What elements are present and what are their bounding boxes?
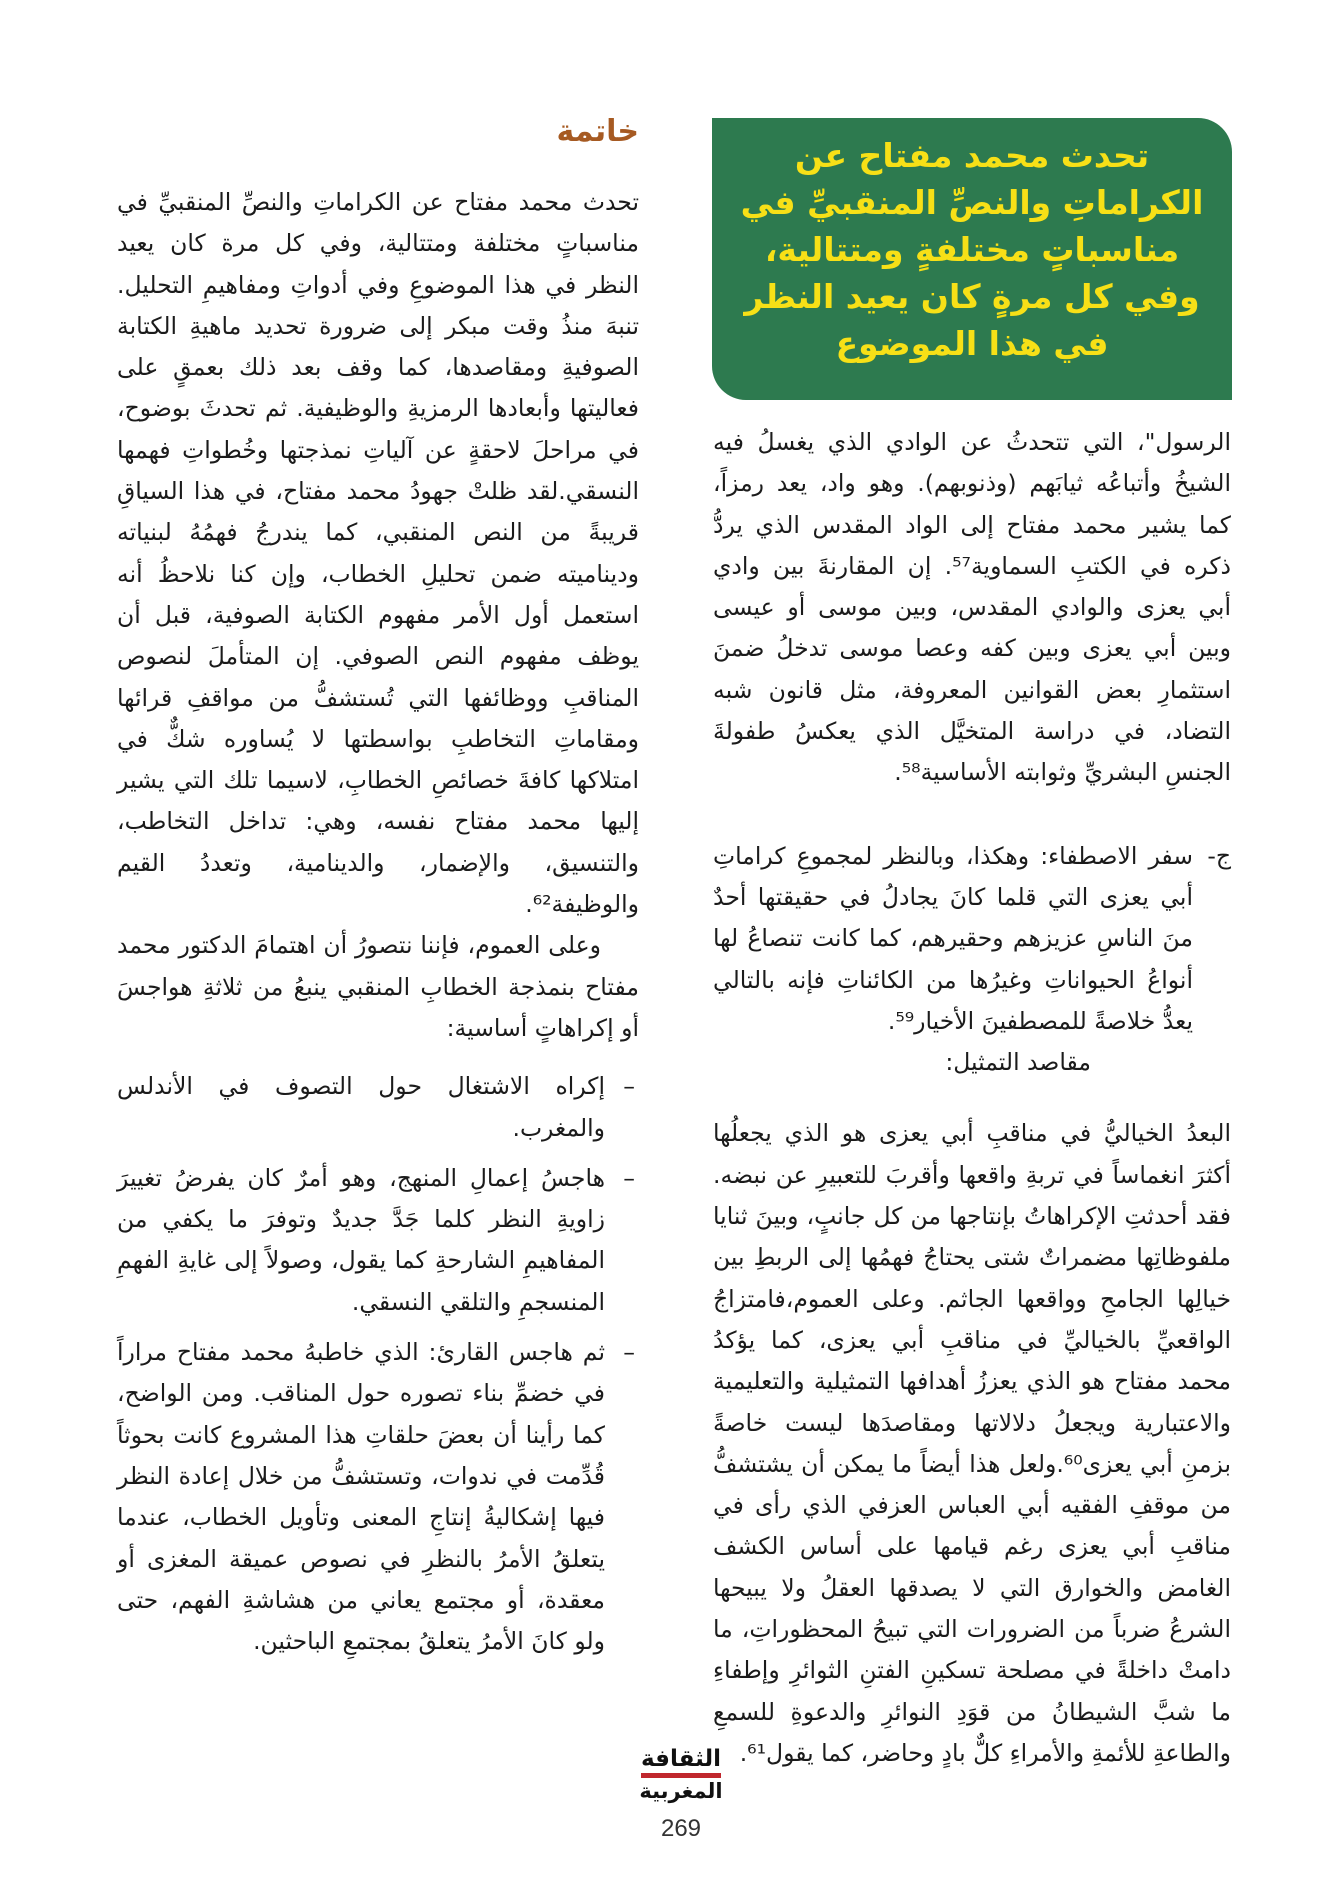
pull-quote-box [712, 118, 1232, 400]
list-item-text: هاجسُ إعمالِ المنهج، وهو أمرٌ كان يفرضُ تغييرَ زاويةِ النظر كلما جَدَّ جديدٌ وتوفرَ ما يكفي من المفاهيمِ الشارحةِ كما يقول، وصولاً إلى غايةِ الفهمِ المنسجمِ والتلقي النسقي. [117, 1163, 605, 1316]
subheading: مقاصد التمثيل: [945, 1048, 1091, 1077]
right-text-column [713, 422, 1231, 1774]
magazine-logo [635, 1747, 727, 1807]
logo-line-2: المغربية [639, 1779, 723, 1803]
paragraph: وعلى العموم، فإننا نتصورُ أن اهتمامَ الدكتور محمد مفتاح بنمذجة الخطابِ المنقبي ينبعُ من ثلاثةِ هواجسَ أو إكراهاتٍ أساسية: [117, 931, 639, 1042]
list-item-text: ثم هاجس القارئ: الذي خاطبهُ محمد مفتاح مراراً في خضمِّ بناء تصوره حول المناقب. ومن الواضح، كما رأينا أن بعضَ حلقاتِ هذا المشروع كانت بحوثاً قُدِّمت في ندوات، وتستشفُّ من خلال إعادة النظر فيها إشكاليةُ إنتاجِ المعنى وتأويل الخطاب، عندما يتعلقُ الأمرُ بالنظرِ في نصوص عميقة المغزى أو معقدة، أو مجتمع يعاني من هشاشةِ الفهم، حتى ولو كانَ الأمرُ يتعلقُ بمجتمعِ الباحثين. [117, 1338, 605, 1656]
logo-line-1: الثقافة [640, 1746, 722, 1772]
paragraph: الرسول"، التي تتحدثُ عن الوادي الذي يغسلُ فيه الشيخُ وأتباعُه ثيابَهم (وذنوبهم). وهو واد، يعد رمزاً، كما يشير محمد مفتاح إلى الواد المقدس الذي يردُّ ذكره في الكتبِ السماوية⁵⁷. إن المقارنةَ بين وادي أبي يعزى والوادي المقدس، وبين موسى أو عيسى وبين أبي يعزى وبين كفه وعصا موسى تدخلُ ضمنَ استثمارِ بعض القوانين المعروفة، مثل قانون شبه التضاد، في دراسة المتخيَّل الذي يعكسُ طفولةَ الجنسِ البشريِّ وثوابته الأساسية⁵⁸. [713, 428, 1231, 787]
item-label: ج- [1207, 841, 1231, 870]
paragraph-item-j [713, 836, 1231, 1042]
list-item-text: إكراه الاشتغال حول التصوف في الأندلس والمغرب. [117, 1072, 605, 1142]
paragraph-text: سفر الاصطفاء: وهكذا، وبالنظر لمجموعِ كراماتِ أبي يعزى التي قلما كانَ يجادلُ في حقيقتها أحدٌ منَ الناسِ عزيزهم وحقيرهم، كما كانت تنصاعُ لها أنواعُ الحيواناتِ وغيرُها من الكائناتِ فإنه بالتالي يعدُّ خلاصةً للمصطفينَ الأخيار⁵⁹. [713, 841, 1193, 1035]
pull-quote-line: مناسباتٍ مختلفةٍ ومتتالية، [764, 230, 1180, 269]
logo-bar [641, 1773, 721, 1778]
list-item [117, 1332, 639, 1662]
dash-bullet: – [623, 1072, 635, 1101]
pull-quote-line: تحدث محمد مفتاح عن [794, 136, 1150, 175]
dash-bullet: – [623, 1338, 635, 1367]
list-item [117, 1066, 639, 1149]
paragraph: تحدث محمد مفتاح عن الكراماتِ والنصِّ المنقبيِّ في مناسباتٍ مختلفة ومتتالية، وفي كل مرة كان يعيد النظر في هذا الموضوعِ وفي أدواتِ ومفاهيمِ التحليل. تنبهَ منذُ وقت مبكر إلى ضرورة تحديد ماهيةِ الكتابة الصوفيةِ ومقاصدها، كما وقف بعد ذلك بعمقٍ على فعاليتها وأبعادها الرمزيةِ والوظيفية. ثم تحدثَ بوضوح، في مراحلَ لاحقةٍ عن آلياتِ نمذجتها وخُطواتِ فهمها النسقي.لقد ظلتْ جهودُ محمد مفتاح، في هذا السياقِ قريبةً من النص المنقبي، كما يندرجُ فهمُهُ لبنياته ودیناميته ضمن تحليلِ الخطاب، وإن كنا نلاحظُ أنه استعمل أول الأمر مفهوم الكتابة الصوفية، قبل أن يوظف مفهوم النص الصوفي. إن المتأملَ لنصوص المناقبِ ووظائفها التي تُستشفُّ من مواقفِ قرائها ومقاماتِ التخاطبِ بواسطتها لا يُساوره شكٌّ في امتلاكها كافةَ خصائصِ الخطابِ، لاسيما تلك التي يشير إليها محمد مفتاح نفسه، وهي: تداخل التخاطب، والتنسيق، والإضمار، والدينامية، وتعددُ القيم والوظيفة⁶². [117, 188, 639, 919]
page-number: 269 [660, 1815, 702, 1842]
dash-bullet: – [623, 1163, 635, 1192]
list-item [117, 1158, 639, 1323]
section-title-conclusion: خاتمة [556, 114, 639, 149]
pull-quote-line: الكراماتِ والنصِّ المنقبيِّ في [740, 183, 1204, 222]
pull-quote-line: وفي كل مرةٍ كان يعيد النظر [744, 277, 1200, 316]
pull-quote-line: في هذا الموضوع [835, 324, 1109, 363]
paragraph: البعدُ الخياليُّ في مناقبِ أبي يعزى هو الذي يجعلُها أكثرَ انغماساً في تربةِ واقعها وأقربَ للتعبيرِ عن نبضه. فقد أحدثتِ الإكراهاتُ بإنتاجها من كل جانبٍ، وبينَ ثنايا ملفوظاتِها مضمراتٌ شتى يحتاجُ فهمُها إلى الربطِ بين خيالِها الجامحِ وواقعها الجاثم. وعلى العموم،فامتزاجُ الواقعيِّ بالخياليِّ في مناقبِ أبي يعزى، كما يؤكدُ محمد مفتاح هو الذي يعززُ أهدافها التمثيلية والتعليمية والاعتبارية ويجعلُ دلالاتها ومقاصدَها ليست خاصةً بزمنِ أبي يعزى⁶⁰.ولعل هذا أيضاً ما يمكن أن يشتشفُّ من موقفِ الفقيه أبي العباس العزفي الذي رأى في مناقبِ أبي يعزى رغم قيامها على أساس الكشف الغامض والخوارق التي لا يصدقها العقلُ ولا يبيحها الشرعُ ضرباً من الضرورات التي تبيحُ المحظوراتِ، ما دامتْ داخلةً في مصلحة تسكينِ الفتنِ الثوائرِ وإطفاءِ ما شبَّ الشيطانُ من قوَدِ النوائرِ والدعوةِ للسمعِ والطاعةِ للأئمةِ والأمراءِ كلٌّ بادٍ وحاضر، كما يقول⁶¹. [713, 1119, 1231, 1767]
left-text-column [117, 182, 639, 1662]
